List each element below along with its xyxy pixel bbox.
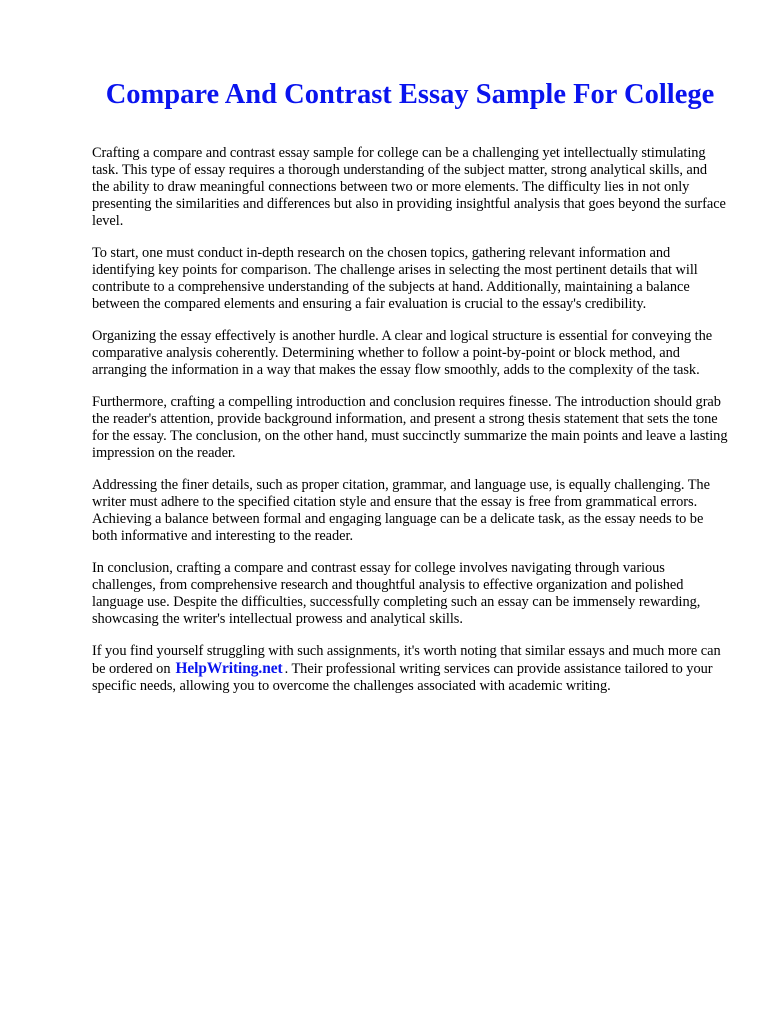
page-title: Compare And Contrast Essay Sample For College [105,79,715,110]
paragraph-intro: Crafting a compare and contrast essay sample for college can be a challenging yet intellectually stimulating task. This type of essay requires a thorough understanding of the subject matter, strong analytical skills, and the ability to draw meaningful connections between two or more elements. The difficulty lies in not only presenting the similarities and differences but also in providing insightful analysis that goes beyond the surface level. [92,145,726,229]
promo-text-after-link: . Their professional writing services can provide assistance tailored to your specific needs, allowing you to overcome the challenges associated with academic writing. [92,661,713,694]
paragraph-introduction-conclusion: Furthermore, crafting a compelling introduction and conclusion requires finesse. The introduction should grab the reader's attention, provide background information, and present a strong thesis statement that sets the tone for the essay. The conclusion, on the other hand, must succinctly summarize the main points and leave a lasting impression on the reader. [92,394,728,461]
paragraph-finer-details: Addressing the finer details, such as proper citation, grammar, and language use, is equally challenging. The writer must adhere to the specified citation style and ensure that the essay is free from grammatical errors. Achieving a balance between formal and engaging language can be a delicate task, as the essay needs to be both informative and interesting to the reader. [92,477,710,544]
paragraph-conclusion: In conclusion, crafting a compare and contrast essay for college involves navigating through various challenges, from comprehensive research and thoughtful analysis to effective organization and polished language use. Despite the difficulties, successfully completing such an essay can be immensely rewarding, showcasing the writer's intellectual prowess and analytical skills. [92,560,701,627]
document-page [92,78,728,710]
helpwriting-link[interactable]: HelpWriting.net [175,660,283,677]
paragraph-research: To start, one must conduct in-depth research on the chosen topics, gathering relevant information and identifying key points for comparison. The challenge arises in selecting the most pertinent details that will contribute to a comprehensive understanding of the subjects at hand. Additionally, maintaining a balance between the compared elements and ensuring a fair evaluation is crucial to the essay's credibility. [92,245,698,312]
paragraph-promo [92,643,728,695]
paragraph-organization: Organizing the essay effectively is another hurdle. A clear and logical structure is essential for conveying the comparative analysis coherently. Determining whether to follow a point-by-point or block method, and arranging the information in a way that makes the essay flow smoothly, adds to the complexity of the task. [92,328,713,378]
promo-text-before-link: If you find yourself struggling with such assignments, it's worth noting that similar essays and much more can be ordered on [92,643,721,677]
